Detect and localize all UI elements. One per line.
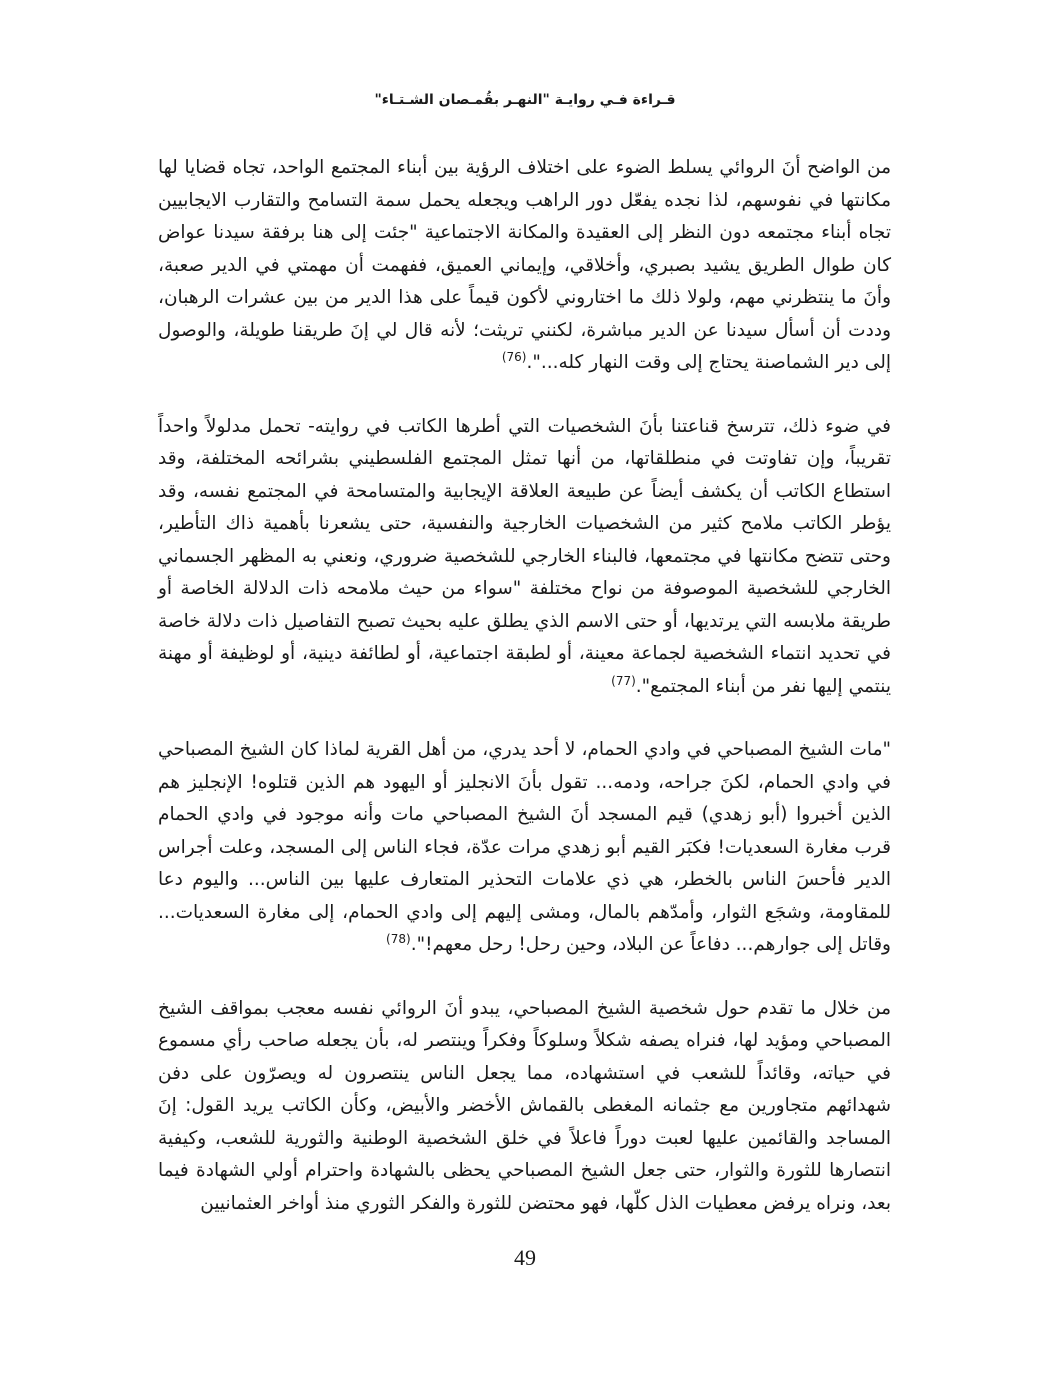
paragraph-text: "مات الشيخ المصباحي في وادي الحمام، لا أحد يدري، من أهل القرية لماذا كان الشيخ المصباحي في وادي الحمام، لكنَ جراحه، ودمه... تقول بأنَ الانجليز أو اليهود هم الذين قتلوه! الإنجليز هم الذين أخبروا (أبو زهدي) قيم المسجد أنَ الشيخ المصباحي مات وأنه موجود في وادي الحمام قرب مغارة السعديات! فكبَر القيم أبو زهدي مرات عدّة، فجاء الناس إلى المسجد، وعلت أجراس الدير فأحسَ الناس بالخطر، هي ذي علامات التحذير المتعارف عليها بين الناس... واليوم دعا للمقاومة، وشجَع الثوار، وأمدّهم بالمال، ومشى إليهم إلى وادي الحمام، إلى مغارة السعديات... وقاتل إلى جوارهم... دفاعاً عن البلاد، وحين رحل! رحل معهم!". (158, 739, 891, 955)
paragraph (158, 411, 891, 704)
paragraph (158, 993, 891, 1221)
footnote-reference: (76) (501, 349, 527, 364)
running-header: قـراءة فـي روايـة "النهـر بقُمـصان الشـتـاء" (374, 92, 676, 108)
footnote-reference: (78) (386, 931, 411, 946)
page-number: 49 (514, 1245, 536, 1270)
body-text (158, 152, 891, 1220)
paragraph-text: من خلال ما تقدم حول شخصية الشيخ المصباحي، يبدو أنَ الروائي نفسه معجب بمواقف الشيخ المصباحي ومؤيد لها، فنراه يصفه شكلاً وسلوكاً وفكراً وينتصر له، بأن يجعله صاحب رأي مسموع في حياته، وقائداً للشعب في استشهاده، مما يجعل الناس ينتصرون له ويصرّون على دفن شهدائهم متجاورين مع جثمانه المغطى بالقماش الأخضر والأبيض، وكأن الكاتب يريد القول: إنَ المساجد والقائمين عليها لعبت دوراً فاعلاً في خلق الشخصية الوطنية والثورية للشعب، وكيفية انتصارها للثورة والثوار، حتى جعل الشيخ المصباحي يحظى بالشهادة واحترام أولي الشهادة فيما بعد، ونراه يرفض معطيات الذل كلّها، فهو محتضن للثورة والفكر الثوري منذ أواخر العثمانيين (158, 997, 891, 1214)
paragraph-text: في ضوء ذلك، تترسخ قناعتنا بأنَ الشخصيات التي أطرها الكاتب في روايته- تحمل مدلولاً واحداً تقريباً، وإن تفاوتت في منطلقاتها، من أنها تمثل المجتمع الفلسطيني بشرائحه المختلفة، وقد استطاع الكاتب أن يكشف أيضاً عن طبيعة العلاقة الإيجابية والمتسامحة في المجتمع نفسه، وقد يؤطر الكاتب ملامح كثير من الشخصيات الخارجية والنفسية، حتى يشعرنا بأهمية ذاك التأطير، وحتى تتضح مكانتها في مجتمعها، فالبناء الخارجي للشخصية ضروري، ونعني به المظهر الجسماني الخارجي للشخصية الموصوفة من نواح مختلفة "سواء من حيث ملامحه ذات الدلالة الخاصة أو طريقة ملابسه التي يرتديها، أو حتى الاسم الذي يطلق عليه بحيث تصبح التفاصيل ذات دلالة خاصة في تحديد انتماء الشخصية لجماعة معينة، أو لطبقة اجتماعية، أو لطائفة دينية، أو لوظيفة أو مهنة ينتمي إليها نفر من أبناء المجتمع". (158, 415, 891, 697)
paragraph (158, 152, 891, 380)
footnote-reference: (77) (611, 673, 636, 688)
paragraph (158, 734, 891, 962)
paragraph-text: من الواضح أنَ الروائي يسلط الضوء على اختلاف الرؤية بين أبناء المجتمع الواحد، تجاه قضايا لها مكانتها في نفوسهم، لذا نجده يفعّل دور الراهب ويجعله يحمل سمة التسامح والتقارب الايجابيين تجاه أبناء مجتمعه دون النظر إلى العقيدة والمكانة الاجتماعية "جئت إلى هنا برفقة سيدنا عواض كان طوال الطريق يشيد بصبري، وأخلاقي، وإيماني العميق، ففهمت أن مهمتي في الدير صعبة، وأنَ ما ينتظرني مهم، ولولا ذلك ما اختاروني لأكون قيماً على هذا الدير من بين عشرات الرهبان، وددت أن أسأل سيدنا عن الدير مباشرة، لكنني تريثت؛ لأنه قال لي إنَ طريقنا طويلة، والوصول إلى دير الشماصنة يحتاج إلى وقت النهار كله...". (158, 157, 891, 373)
